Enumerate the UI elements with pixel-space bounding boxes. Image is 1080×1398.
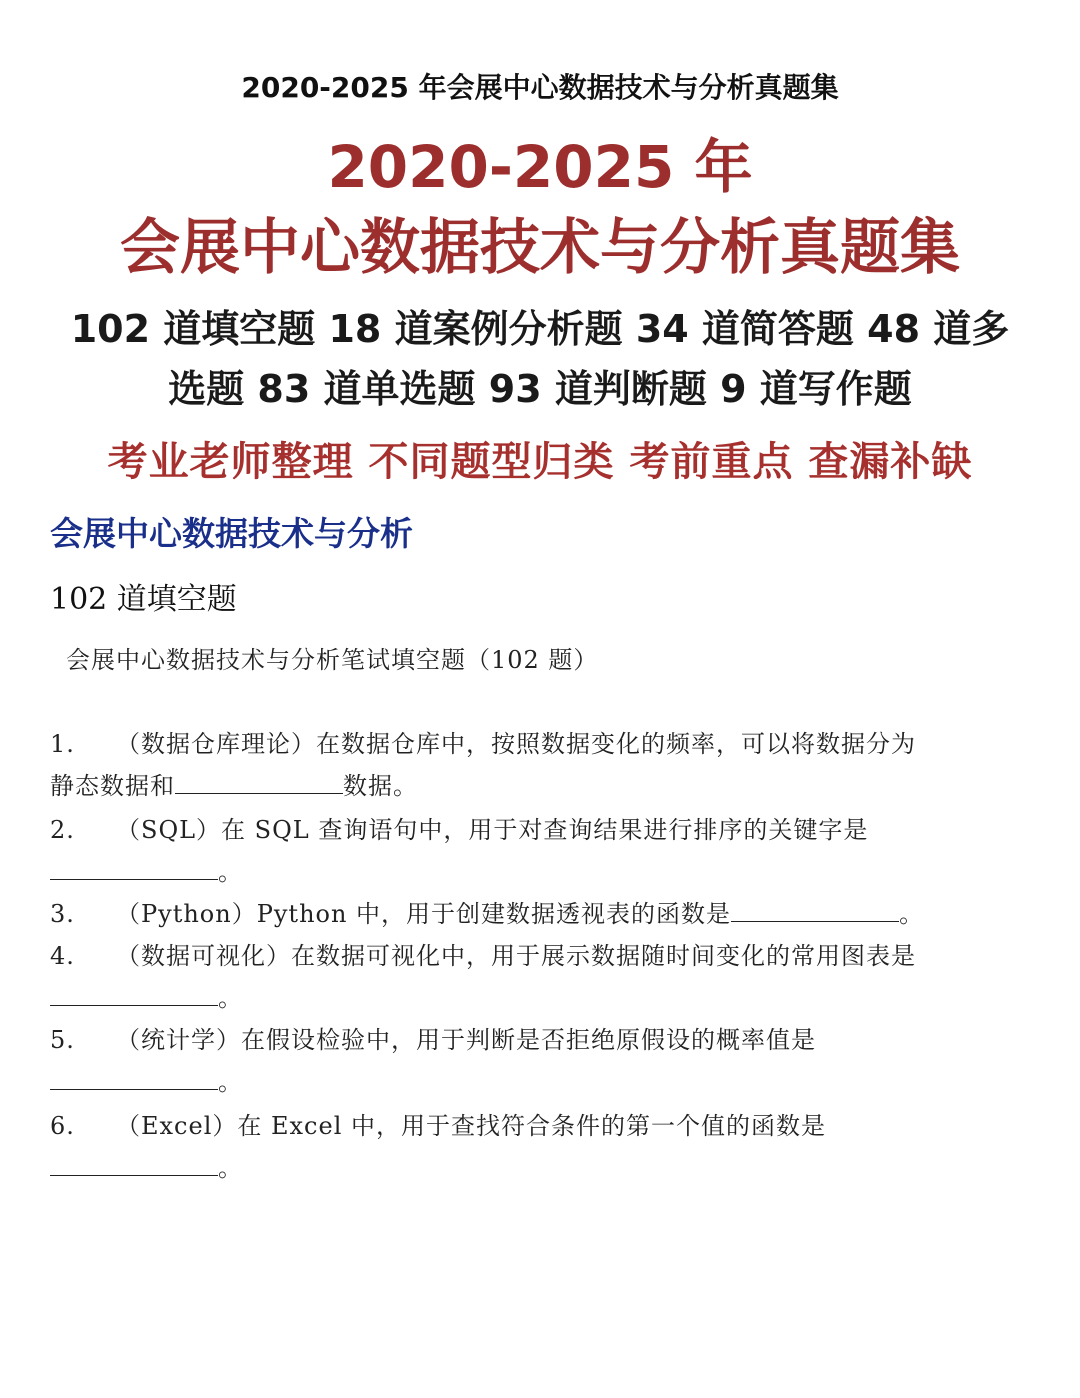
question-number: 5.	[50, 1026, 75, 1054]
question-text: （数据仓库理论）在数据仓库中，按照数据变化的频率，可以将数据分为	[116, 730, 916, 758]
question-text: 。	[218, 1068, 243, 1096]
question-text: 。	[218, 984, 243, 1012]
answer-blank	[731, 899, 899, 922]
answer-blank	[175, 771, 343, 794]
page-header-title: 2020-2025 年会展中心数据技术与分析真题集	[241, 71, 839, 104]
main-title-line-1: 2020-2025 年	[327, 133, 753, 201]
question-1-line-2	[50, 766, 418, 801]
question-6-line-2	[50, 1148, 243, 1183]
question-number: 6.	[50, 1112, 75, 1140]
question-2-line-2	[50, 852, 243, 887]
question-5-line-1	[50, 1020, 816, 1055]
question-text: （统计学）在假设检验中，用于判断是否拒绝原假设的概率值是	[116, 1026, 816, 1054]
question-text: 静态数据和	[50, 772, 175, 800]
question-text: （Excel）在 Excel 中，用于查找符合条件的第一个值的函数是	[116, 1112, 827, 1140]
question-6-line-1	[50, 1106, 826, 1141]
answer-blank	[50, 983, 218, 1006]
question-counts-line-2: 选题 83 道单选题 93 道判断题 9 道写作题	[168, 367, 912, 411]
main-title-line-2: 会展中心数据技术与分析真题集	[120, 213, 960, 283]
question-number: 3.	[50, 900, 75, 928]
slogan: 考业老师整理 不同题型归类 考前重点 查漏补缺	[107, 438, 973, 485]
question-number: 4.	[50, 942, 75, 970]
question-number: 1.	[50, 730, 75, 758]
answer-blank	[50, 857, 218, 880]
question-text: 数据。	[343, 772, 418, 800]
question-text: （数据可视化）在数据可视化中，用于展示数据随时间变化的常用图表是	[116, 942, 916, 970]
section-intro: 会展中心数据技术与分析笔试填空题（102 题）	[66, 646, 599, 674]
answer-blank	[50, 1067, 218, 1090]
question-text: 。	[218, 858, 243, 886]
question-5-line-2	[50, 1062, 243, 1097]
question-text: 。	[899, 900, 925, 928]
question-4-line-1	[50, 936, 916, 971]
section-heading: 会展中心数据技术与分析	[50, 514, 413, 553]
question-text: 。	[218, 1154, 243, 1182]
question-4-line-2	[50, 978, 243, 1013]
question-2-line-1	[50, 810, 868, 845]
subsection-heading: 102 道填空题	[50, 582, 237, 617]
answer-blank	[50, 1153, 218, 1176]
question-1-line-1	[50, 724, 916, 759]
question-3-line-1	[50, 894, 924, 929]
question-counts-line-1: 102 道填空题 18 道案例分析题 34 道简答题 48 道多	[70, 307, 1010, 351]
question-number: 2.	[50, 816, 75, 844]
question-text: （Python）Python 中，用于创建数据透视表的函数是	[116, 900, 732, 928]
question-text: （SQL）在 SQL 查询语句中，用于对查询结果进行排序的关键字是	[116, 816, 869, 844]
